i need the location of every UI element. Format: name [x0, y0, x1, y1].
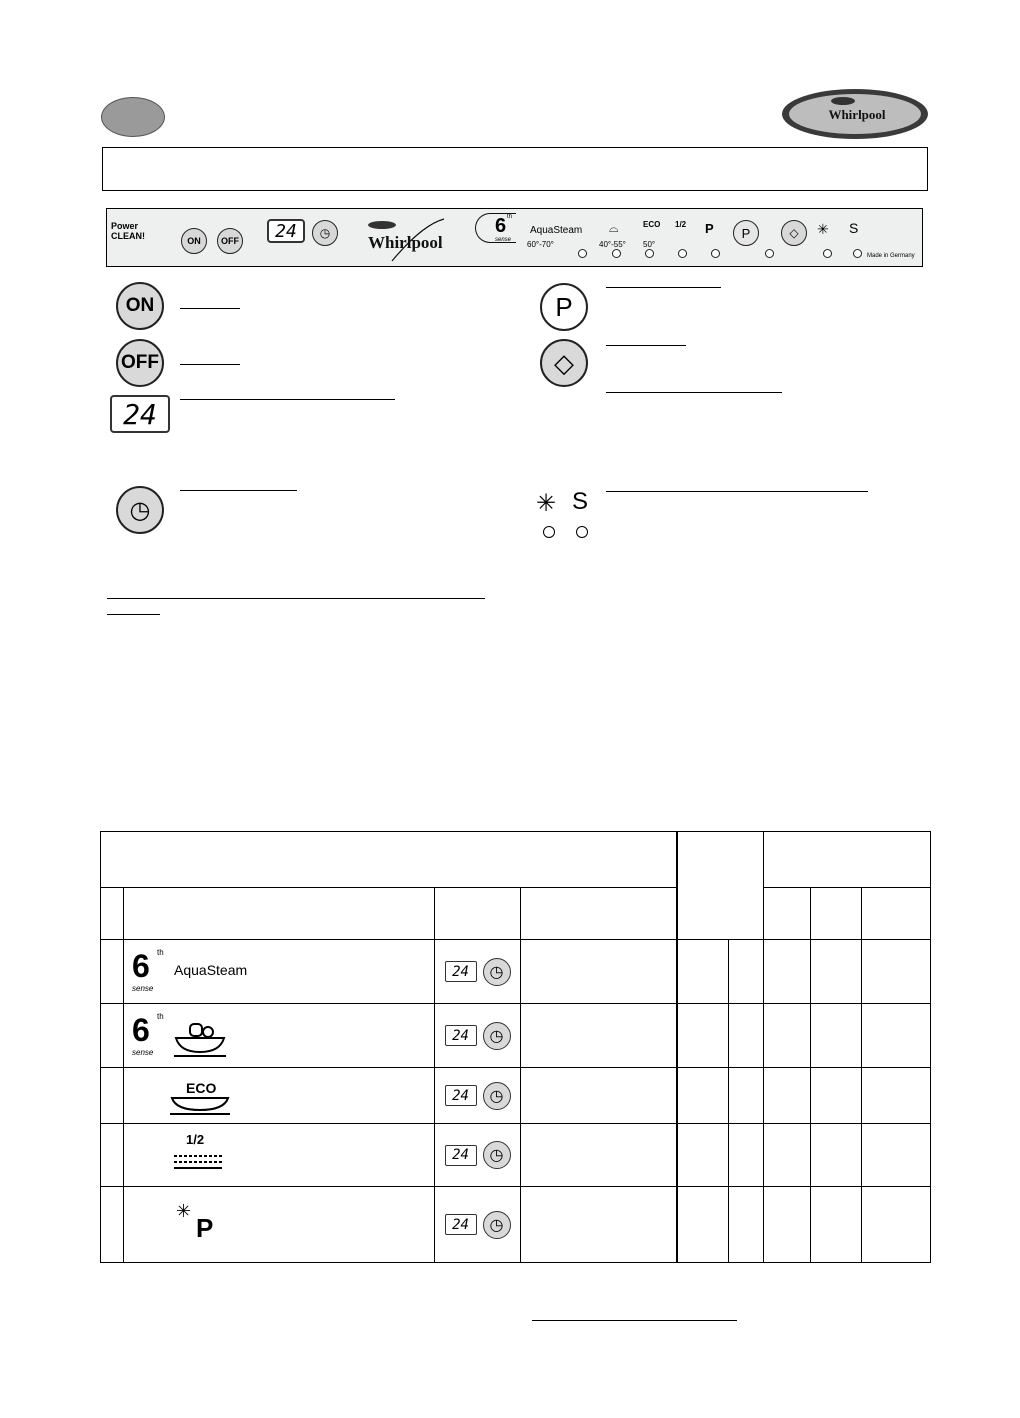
- p-programme-icon: P: [705, 221, 714, 236]
- row-display: 24: [445, 1214, 477, 1235]
- whirlpool-logo: [781, 88, 929, 140]
- half-load-icon: 1/2: [186, 1132, 205, 1147]
- led-salt: [853, 249, 862, 258]
- legend-rinse-aid-icon: ✳: [536, 490, 557, 517]
- sense-label: sense: [495, 237, 512, 243]
- table-header-group-a: [677, 832, 764, 940]
- clock-icon: ◷: [483, 1082, 511, 1110]
- footer-underline: [532, 1320, 737, 1321]
- made-in-label: Made in Germany: [867, 253, 915, 259]
- clock-icon: ◷: [483, 1141, 511, 1169]
- led-programme: [765, 249, 774, 258]
- section-heading-line2: [107, 614, 160, 615]
- row-display: 24: [445, 1145, 477, 1166]
- eco-icon: ECO: [186, 1080, 217, 1096]
- title-box: [102, 147, 928, 191]
- clock-icon: ◷: [483, 1211, 511, 1239]
- legend-on-heading: [180, 308, 240, 309]
- clock-icon: ◷: [483, 958, 511, 986]
- temp-intensive: 40°-55°: [599, 240, 626, 249]
- clock-icon: ◷: [483, 1022, 511, 1050]
- eco-label: ECO: [643, 220, 661, 229]
- legend-salt-icon: S: [572, 488, 589, 515]
- table-header-main: [101, 832, 678, 888]
- pots-icon: [172, 1014, 228, 1058]
- p-programme-icon: P: [196, 1213, 214, 1243]
- rinse-aid-icon: ✳: [817, 221, 829, 237]
- table-row: [101, 1187, 931, 1263]
- legend-reset-heading: [606, 392, 782, 393]
- legend-rinse-led: [543, 526, 555, 538]
- delay-button[interactable]: [312, 220, 338, 246]
- sixth-sup: th: [157, 948, 164, 957]
- legend-display: 24: [110, 395, 170, 433]
- table-row: [101, 940, 931, 1004]
- legend-delay-heading: [180, 490, 297, 491]
- control-panel: [106, 208, 923, 267]
- clock-icon: ◷: [129, 496, 151, 524]
- legend-warning-heading: [606, 491, 868, 492]
- legend-salt-led: [576, 526, 588, 538]
- sense-word: sense: [132, 1048, 154, 1057]
- half-load-lines-icon: [172, 1152, 226, 1174]
- panel-whirlpool-logo: [362, 215, 452, 263]
- table-row: [101, 1004, 931, 1068]
- language-badge: [101, 97, 165, 137]
- legend-display-heading: [180, 399, 395, 400]
- led-aquasteam: [578, 249, 587, 258]
- delay-display: 24: [267, 219, 305, 243]
- panel-brand-text: Whirlpool: [368, 233, 443, 252]
- start-button[interactable]: [781, 220, 807, 246]
- legend-p-button: P: [540, 283, 588, 331]
- legend-off-heading: [180, 364, 240, 365]
- sixth-sense-icon: 6: [132, 948, 150, 984]
- legend-off-button: OFF: [116, 339, 164, 387]
- table-header-group-b: [764, 832, 931, 888]
- temp-eco: 50°: [643, 240, 656, 249]
- salt-icon: S: [849, 220, 859, 236]
- aquasteam-label: AquaSteam: [530, 225, 583, 236]
- clock-icon: ◷: [319, 226, 331, 240]
- led-p: [711, 249, 720, 258]
- programme-button[interactable]: P: [733, 220, 759, 246]
- eco-bowl-icon: [170, 1096, 230, 1116]
- section-heading-line1: [107, 598, 485, 599]
- sixth-sense-sup: th: [507, 214, 513, 220]
- legend-start-heading: [606, 345, 686, 346]
- pots-icon: ⌓: [609, 221, 619, 235]
- sixth-sense-icon: 6: [132, 1012, 150, 1048]
- power-clean-logo: Power CLEAN!: [111, 221, 145, 241]
- on-button[interactable]: ON: [181, 228, 207, 254]
- programme-table: [100, 831, 931, 1263]
- temp-aquasteam: 60°-70°: [527, 240, 554, 249]
- table-row: [101, 1068, 931, 1124]
- off-button[interactable]: OFF: [217, 228, 243, 254]
- led-intensive: [612, 249, 621, 258]
- row-display: 24: [445, 961, 477, 982]
- sense-word: sense: [132, 984, 154, 993]
- sparkle-icon: ✳: [176, 1201, 192, 1221]
- led-eco: [645, 249, 654, 258]
- aquasteam-icon: AquaSteam: [174, 962, 248, 978]
- legend-delay-button: [116, 486, 164, 534]
- start-icon: ◇: [554, 347, 574, 378]
- sixth-sense-number: 6: [495, 215, 507, 237]
- half-load-label: 1/2: [675, 220, 687, 229]
- led-half: [678, 249, 687, 258]
- row-display: 24: [445, 1025, 477, 1046]
- legend-p-heading: [606, 287, 721, 288]
- table-row: [101, 1124, 931, 1187]
- led-rinse-aid: [823, 249, 832, 258]
- start-icon: ◇: [789, 226, 799, 240]
- legend-start-button: [540, 339, 588, 387]
- legend-on-button: ON: [116, 282, 164, 330]
- sixth-sup: th: [157, 1012, 164, 1021]
- logo-text: Whirlpool: [828, 107, 886, 122]
- row-display: 24: [445, 1085, 477, 1106]
